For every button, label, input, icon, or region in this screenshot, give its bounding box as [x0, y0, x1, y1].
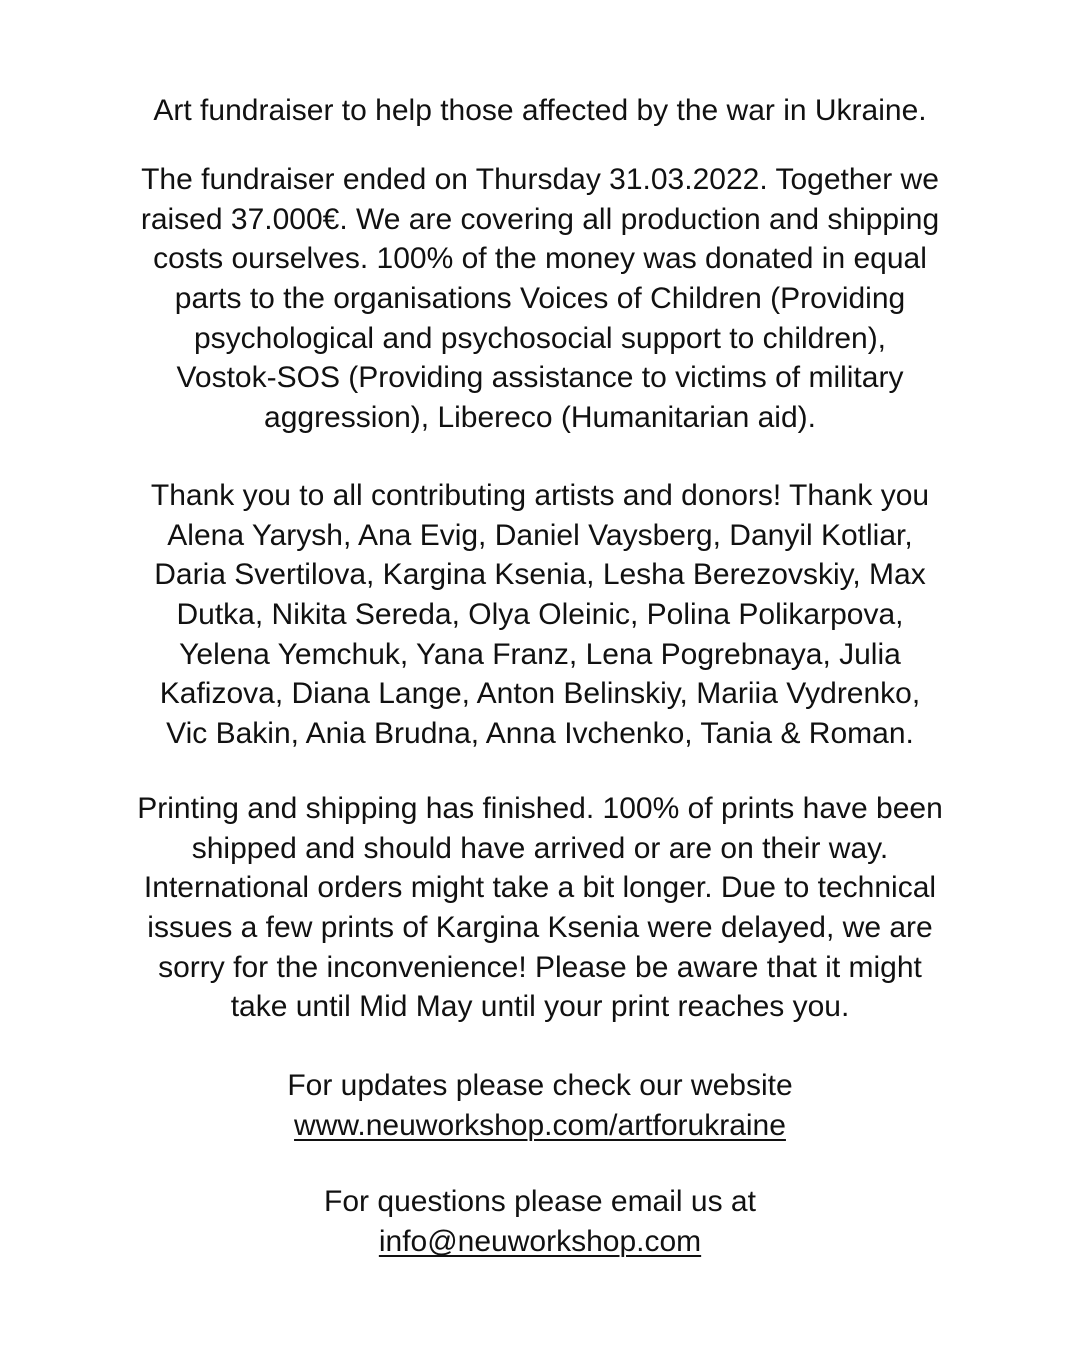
thanks-paragraph	[0, 476, 1080, 754]
thanks-line: Vic Bakin, Ania Brudna, Anna Ivchenko, Tania & Roman.	[166, 717, 914, 751]
intro-paragraph	[0, 91, 1080, 131]
summary-line: costs ourselves. 100% of the money was donated in equal	[153, 242, 927, 276]
summary-line: raised 37.000€. We are covering all production and shipping	[140, 202, 940, 236]
shipping-line: shipped and should have arrived or are on their way.	[191, 831, 889, 865]
summary-paragraph	[0, 160, 1080, 438]
thanks-line: Daria Svertilova, Kargina Ksenia, Lesha Berezovskiy, Max	[154, 558, 926, 592]
summary-line: The fundraiser ended on Thursday 31.03.2022. Together we	[141, 163, 939, 196]
shipping-line: Printing and shipping has finished. 100% of prints have been	[137, 792, 943, 825]
updates-paragraph	[0, 1066, 1080, 1145]
thanks-line: Thank you to all contributing artists and donors! Thank you	[150, 479, 930, 512]
summary-line: aggression), Libereco (Humanitarian aid).	[264, 401, 816, 435]
thanks-line: Yelena Yemchuk, Yana Franz, Lena Pogrebnaya, Julia	[179, 637, 901, 671]
thanks-line: Alena Yarysh, Ana Evig, Daniel Vaysberg, Danyil Kotliar,	[167, 518, 913, 552]
shipping-line: International orders might take a bit longer. Due to technical	[143, 871, 937, 905]
summary-line: parts to the organisations Voices of Children (Providing	[174, 282, 906, 316]
shipping-line: take until Mid May until your print reaches you.	[230, 990, 850, 1024]
updates-text: For updates please check our website	[287, 1069, 793, 1102]
intro-line: Art fundraiser to help those affected by the war in Ukraine.	[153, 94, 927, 127]
summary-line: psychological and psychosocial support to children),	[193, 321, 887, 355]
shipping-line: sorry for the inconvenience! Please be aware that it might	[158, 950, 922, 984]
thanks-line: Kafizova, Diana Lange, Anton Belinskiy, Mariia Vydrenko,	[159, 677, 921, 711]
shipping-line: issues a few prints of Kargina Ksenia were delayed, we are	[147, 911, 933, 945]
email-link[interactable]: info@neuworkshop.com	[378, 1224, 702, 1258]
contact-paragraph	[0, 1182, 1080, 1261]
website-link[interactable]: www.neuworkshop.com/artforukraine	[294, 1108, 786, 1142]
thanks-line: Dutka, Nikita Sereda, Olya Oleinic, Polina Polikarpova,	[176, 598, 904, 632]
contact-text: For questions please email us at	[324, 1185, 756, 1218]
shipping-paragraph	[0, 789, 1080, 1027]
summary-line: Vostok-SOS (Providing assistance to victims of military	[176, 361, 904, 395]
